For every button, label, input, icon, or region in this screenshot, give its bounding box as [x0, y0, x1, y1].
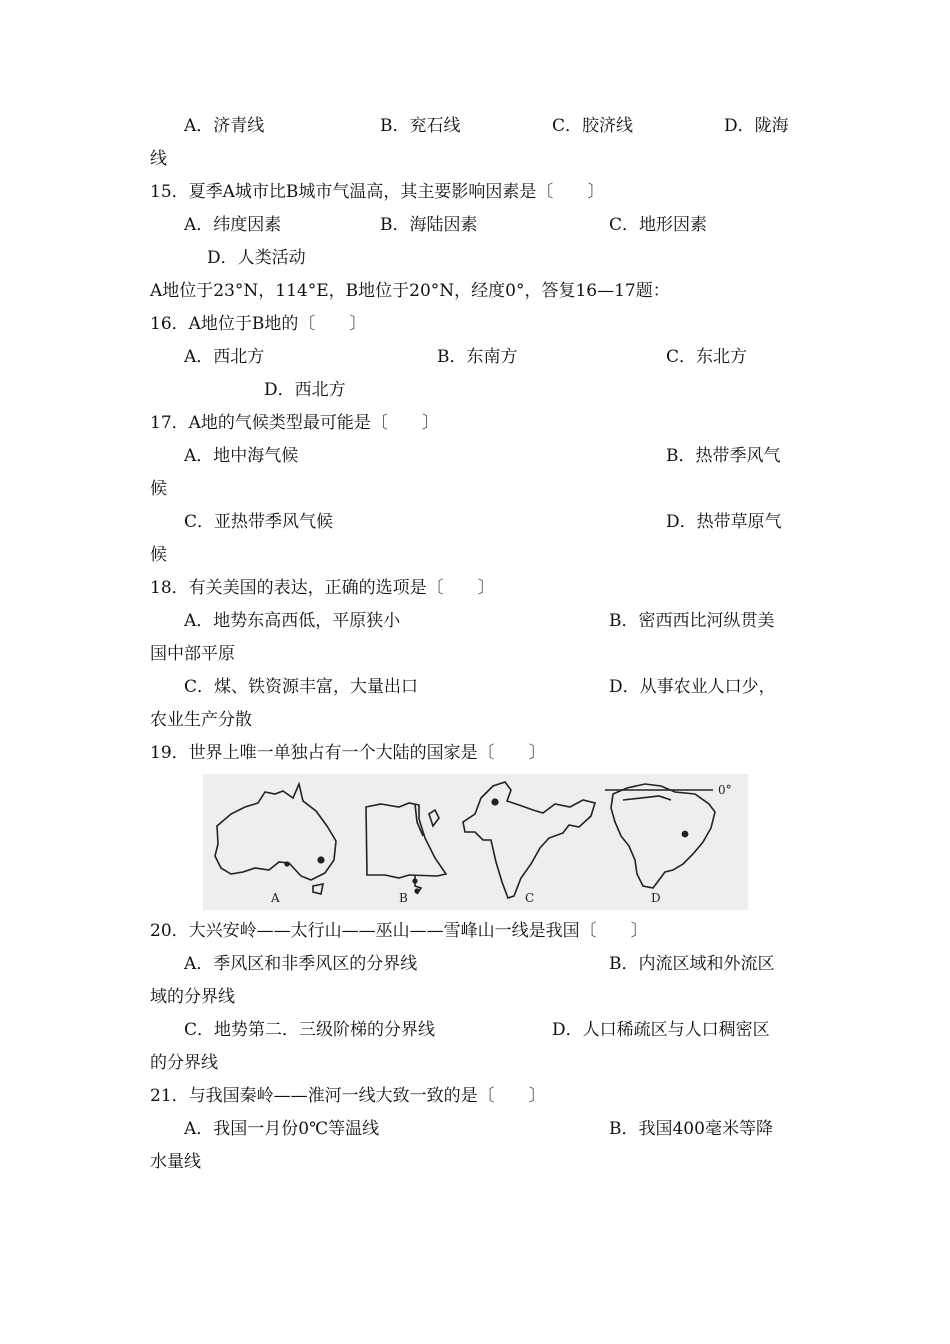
q17-options-row-1	[150, 440, 795, 473]
q15-option-a[interactable]: A．纬度因素	[184, 215, 282, 235]
q18-option-d-continuation: 农业生产分散	[150, 710, 252, 730]
equator-label: 0°	[718, 783, 732, 797]
map-label-b: B	[399, 891, 408, 905]
q14-options-row	[150, 110, 795, 143]
q16-option-a[interactable]: A．西北方	[184, 347, 265, 367]
q16-option-d[interactable]: D．西北方	[264, 380, 346, 400]
q15-stem: 15．夏季A城市比B城市气温高，其主要影响因素是〔 〕	[150, 182, 605, 202]
q18-option-b[interactable]: B．密西西比河纵贯美	[609, 611, 775, 631]
q18-options-row-1	[150, 605, 795, 638]
q15-options-row	[150, 209, 795, 242]
intro-16-17: A地位于23°N，114°E，B地位于20°N，经度0°，答复16—17题：	[150, 281, 670, 301]
q18-option-c[interactable]: C．煤、铁资源丰富，大量出口	[184, 677, 419, 697]
q17-option-c[interactable]: C．亚热带季风气候	[184, 512, 334, 532]
q20-options-row-2	[150, 1014, 795, 1047]
q16-option-b[interactable]: B．东南方	[437, 347, 518, 367]
q18-option-d[interactable]: D．从事农业人口少，	[609, 677, 776, 697]
q16-options-row-2	[150, 374, 795, 407]
q20-option-d-continuation: 的分界线	[150, 1053, 218, 1073]
q15-option-b[interactable]: B．海陆因素	[380, 215, 478, 235]
q16-option-c[interactable]: C．东北方	[666, 347, 748, 367]
q20-option-d[interactable]: D．人口稀疏区与人口稠密区	[552, 1020, 770, 1040]
q17-option-a[interactable]: A．地中海气候	[184, 446, 299, 466]
q14-option-b[interactable]: B．兖石线	[380, 116, 461, 136]
q18-option-b-continuation: 国中部平原	[150, 644, 235, 664]
q15-option-c[interactable]: C．地形因素	[609, 215, 708, 235]
q17-option-d[interactable]: D．热带草原气	[666, 512, 782, 532]
q20-options-row-1	[150, 948, 795, 981]
q21-option-a[interactable]: A．我国一月份0℃等温线	[184, 1119, 380, 1139]
q21-stem: 21．与我国秦岭——淮河一线大致一致的是〔 〕	[150, 1086, 546, 1106]
q17-option-b-continuation: 候	[150, 479, 167, 499]
q17-option-d-continuation: 候	[150, 545, 167, 565]
q18-options-row-2	[150, 671, 795, 704]
q20-option-a[interactable]: A．季风区和非季风区的分界线	[184, 954, 418, 974]
q20-option-b[interactable]: B．内流区域和外流区	[609, 954, 775, 974]
q21-options-row-1	[150, 1113, 795, 1146]
q19-stem: 19．世界上唯一单独占有一个大陆的国家是〔 〕	[150, 743, 546, 763]
map-label-c: C	[525, 891, 535, 905]
q14-option-d-continuation: 线	[150, 149, 167, 169]
q21-option-b-continuation: 水量线	[150, 1152, 201, 1172]
q20-stem: 20．大兴安岭——太行山——巫山——雪峰山一线是我国〔 〕	[150, 921, 648, 941]
q14-option-d[interactable]: D．陇海	[724, 116, 789, 136]
country-outline-maps	[203, 774, 748, 910]
map-label-a: A	[271, 891, 280, 905]
q14-option-a[interactable]: A．济青线	[184, 116, 265, 136]
q15-options-row-2	[150, 242, 795, 275]
q21-option-b[interactable]: B．我国400毫米等降	[609, 1119, 773, 1139]
q16-options-row	[150, 341, 795, 374]
q18-option-a[interactable]: A．地势东高西低，平原狭小	[184, 611, 401, 631]
map-label-d: D	[651, 891, 661, 905]
map-india[interactable]	[463, 782, 595, 898]
q14-option-c[interactable]: C．胶济线	[552, 116, 634, 136]
map-australia[interactable]	[215, 784, 336, 894]
q18-stem: 18．有关美国的表达，正确的选项是〔 〕	[150, 578, 495, 598]
map-egypt[interactable]	[366, 803, 446, 894]
q17-option-b[interactable]: B．热带季风气	[666, 446, 781, 466]
q16-stem: 16．A地位于B地的〔 〕	[150, 314, 367, 334]
q17-options-row-2	[150, 506, 795, 539]
q15-option-d[interactable]: D．人类活动	[207, 248, 306, 268]
map-brazil[interactable]	[605, 784, 715, 888]
q20-option-c[interactable]: C．地势第二．三级阶梯的分界线	[184, 1020, 436, 1040]
q20-option-b-continuation: 域的分界线	[150, 987, 235, 1007]
q17-stem: 17．A地的气候类型最可能是〔 〕	[150, 413, 439, 433]
q19-country-maps-figure	[203, 774, 748, 910]
